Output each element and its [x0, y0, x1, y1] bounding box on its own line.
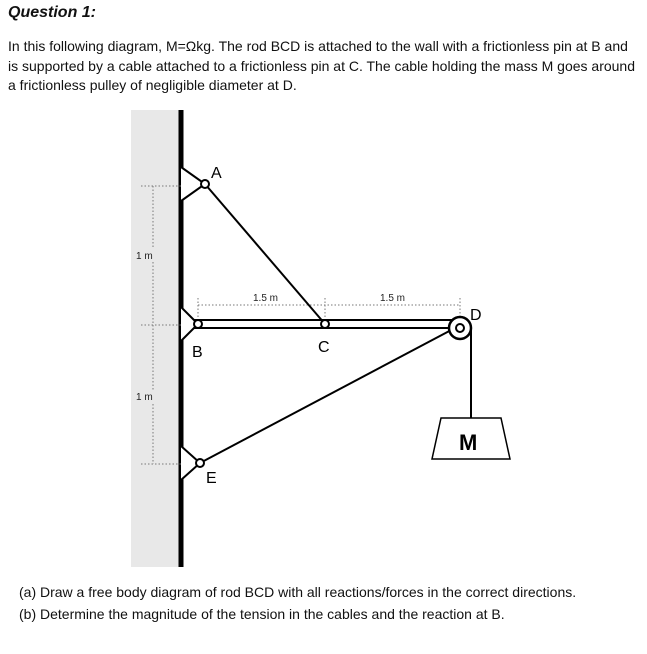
- mass-label: M: [459, 430, 478, 455]
- question-parts: [19, 581, 576, 625]
- wall: [131, 110, 181, 567]
- label-a: A: [211, 165, 222, 182]
- dim-upper-height: 1 m: [136, 251, 153, 262]
- part-a: (a) Draw a free body diagram of rod BCD with all reactions/forces in the correct directions.: [19, 584, 577, 600]
- label-e: E: [206, 470, 217, 487]
- dim-lower-height: 1 m: [136, 392, 153, 403]
- label-c: C: [318, 339, 330, 356]
- pulley-d-axle: [456, 324, 464, 332]
- label-b: B: [192, 344, 203, 361]
- dim-bc-length: 1.5 m: [253, 293, 279, 304]
- pin-e: [196, 459, 204, 467]
- pin-b: [194, 320, 202, 328]
- pin-c: [321, 320, 329, 328]
- pin-a: [201, 180, 209, 188]
- label-d: D: [470, 307, 482, 324]
- question-title: Question 1:: [8, 4, 97, 21]
- length-dimension: [198, 298, 460, 322]
- dim-cd-length: 1.5 m: [380, 293, 406, 304]
- question-intro: In this following diagram, M=Ωkg. The rod BCD is attached to the wall with a frictionless pin at B and is supported by a cable attached to a frictionless pin at C. The cable holding the mass M goes around a frictionless pulley of negligible diameter at D.: [8, 38, 635, 93]
- part-b: (b) Determine the magnitude of the tension in the cables and the reaction at B.: [19, 606, 505, 622]
